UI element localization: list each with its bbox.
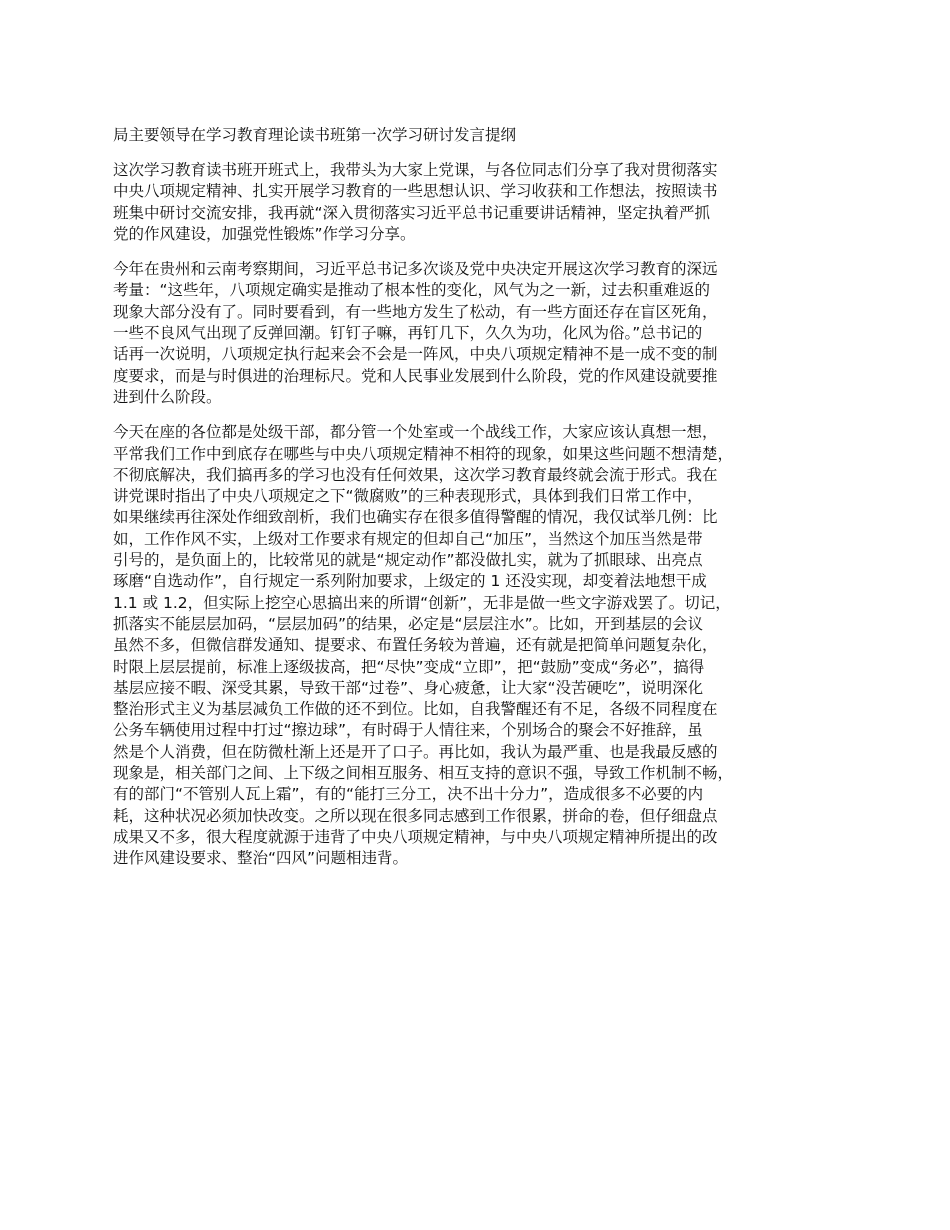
paragraph-2 <box>113 259 855 408</box>
text-line: 1.1 或 1.2，但实际上挖空心思搞出来的所谓“创新”，无非是做一些文字游戏罢了。切记， <box>113 593 731 612</box>
text-line: 如，工作作风不实，上级对工作要求有规定的但却自己“加压”，当然这个加压当然是带 <box>113 529 703 548</box>
text-line: 党的作风建设，加强党性锻炼”作学习分享。 <box>113 224 416 243</box>
text-line: 抓落实不能层层加码，“层层加码”的结果，必定是“层层注水”。比如，开到基层的会议 <box>113 614 704 633</box>
text-line: 如果继续再往深处作细致剖析，我们也确实存在很多值得警醒的情况，我仅试举几例：比 <box>113 508 718 527</box>
text-line: 讲党课时指出了中央八项规定之下“微腐败”的三种表现形式，具体到我们日常工作中， <box>113 487 703 506</box>
paragraph-1 <box>113 160 855 245</box>
text-line: 今年在贵州和云南考察期间，习近平总书记多次谈及党中央决定开展这次学习教育的深远 <box>113 260 718 279</box>
text-line: 现象是，相关部门之间、上下级之间相互服务、相互支持的意识不强，导致工作机制不畅， <box>113 764 734 783</box>
text-line: 引号的，是负面上的，比较常见的就是“规定动作”都没做扎实，就为了抓眼球、出亮点 <box>113 551 703 570</box>
text-line: 度要求，而是与时俱进的治理标尺。党和人民事业发展到什么阶段，党的作风建设就要推 <box>113 366 718 385</box>
text-line: 琢磨“自选动作”，自行规定一系列附加要求，上级定的 1 还没实现，却变着法地想干成 <box>113 572 707 591</box>
text-line: 公务车辆使用过程中打过“擦边球”，有时碍于人情往来，个别场合的聚会不好推辞，虽 <box>113 721 703 740</box>
text-line: 虽然不多，但微信群发通知、提要求、布置任务较为普遍，还有就是把简单问题复杂化， <box>113 636 718 655</box>
text-line: 一些不良风气出现了反弹回潮。钉钉子嘛，再钉几下，久久为功，化风为俗。”总书记的 <box>113 324 703 343</box>
text-line: 话再一次说明，八项规定执行起来会不会是一阵风，中央八项规定精神不是一成不变的制 <box>113 345 718 364</box>
text-line: 基层应接不暇、深受其累，导致干部“过卷”、身心疲惫，让大家“没苦硬吃”，说明深化 <box>113 678 704 697</box>
paragraph-3 <box>113 422 855 869</box>
text-line: 不彻底解决，我们搞再多的学习也没有任何效果，这次学习教育最终就会流于形式。我在 <box>113 465 718 484</box>
text-line: 班集中研讨交流安排，我再就“深入贯彻落实习近平总书记重要讲话精神，坚定执着严抓 <box>113 203 711 222</box>
text-line: 成果又不多，很大程度就源于违背了中央八项规定精神，与中央八项规定精神所提出的改 <box>113 827 718 846</box>
document-title: 局主要领导在学习教育理论读书班第一次学习研讨发言提纲 <box>113 126 517 144</box>
text-line: 平常我们工作中到底存在哪些与中央八项规定精神不相符的现象，如果这些问题不想清楚， <box>113 444 734 463</box>
text-line: 进到什么阶段。 <box>113 387 222 406</box>
text-line: 时限上层层提前，标准上逐级拔高，把“尽快”变成“立即”，把“鼓励”变成“务必”，搞得 <box>113 657 705 676</box>
document-page <box>113 124 855 884</box>
text-line: 考量：“这些年，八项规定确实是推动了根本性的变化，风气为之一新，过去积重难返的 <box>113 281 711 300</box>
text-line: 有的部门“不管别人瓦上霜”，有的“能打三分工，决不出十分力”，造成很多不必要的内 <box>113 785 704 804</box>
text-line: 耗，这种状况必须加快改变。之所以现在很多同志感到工作很累，拼命的卷，但仔细盘点 <box>113 806 718 825</box>
text-line: 中央八项规定精神、扎实开展学习教育的一些思想认识、学习收获和工作想法，按照读书 <box>113 182 718 201</box>
text-line: 今天在座的各位都是处级干部，都分管一个处室或一个战线工作，大家应该认真想一想， <box>113 423 718 442</box>
text-line: 现象大部分没有了。同时要看到，有一些地方发生了松动，有一些方面还存在盲区死角， <box>113 302 718 321</box>
text-line: 进作风建设要求、整治“四风”问题相违背。 <box>113 849 409 868</box>
text-line: 整治形式主义为基层减负工作做的还不到位。比如，自我警醒还有不足，各级不同程度在 <box>113 700 718 719</box>
text-line: 然是个人消费，但在防微杜渐上还是开了口子。再比如，我认为最严重、也是我最反感的 <box>113 742 718 761</box>
text-line: 这次学习教育读书班开班式上，我带头为大家上党课，与各位同志们分享了我对贯彻落实 <box>113 161 718 179</box>
